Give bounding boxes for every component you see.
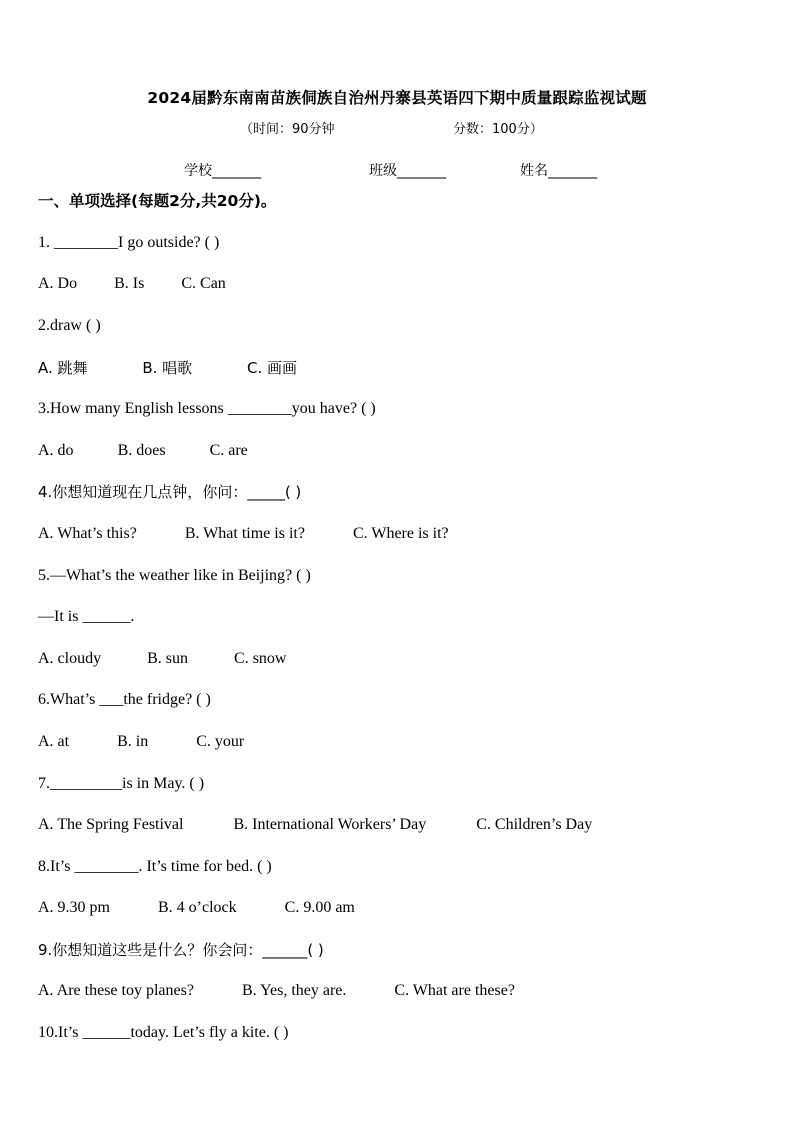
page-title: 2024届黔东南南苗族侗族自治州丹寨县英语四下期中质量跟踪监视试题 (147, 89, 647, 107)
question-2-stem: 2.draw ( ) (38, 317, 101, 334)
option-a: A. Do (38, 275, 78, 292)
question-6-stem: 6.What’s ___the fridge? ( ) (38, 691, 211, 708)
option-b: B. What time is it? (184, 525, 305, 542)
option-c: C. Where is it? (352, 525, 449, 542)
option-b: B. 4 o’clock (158, 899, 237, 916)
option-c: C. Can (181, 275, 226, 292)
option-a: A. do (38, 442, 74, 459)
question-9-options (38, 981, 515, 1001)
question-10-stem: 10.It’s ______today. Let’s fly a kite. ( ) (38, 1024, 289, 1041)
question-4-options (38, 524, 449, 544)
option-a: A. 9.30 pm (38, 899, 110, 916)
option-a: A. at (38, 733, 70, 750)
exam-score: 分数：100分） (453, 122, 543, 137)
question-6-options (38, 732, 244, 752)
question-2-options (38, 358, 297, 378)
option-c: C. 9.00 am (284, 899, 355, 916)
question-5-options (38, 649, 286, 669)
question-4-stem (38, 482, 301, 503)
option-a: A. What’s this? (38, 525, 137, 542)
option-c: C. 画画 (246, 359, 297, 377)
question-5-line2: —It is ______. (38, 608, 135, 625)
question-8-stem: 8.It’s ________. It’s time for bed. ( ) (38, 858, 272, 875)
option-b: B. in (117, 733, 149, 750)
option-b: B. Is (114, 275, 145, 292)
question-9-stem (38, 940, 324, 961)
question-8-options (38, 898, 355, 918)
option-a: A. Are these toy planes? (38, 982, 194, 999)
option-a: A. 跳舞 (38, 359, 88, 377)
option-b: B. 唱歌 (142, 359, 193, 377)
option-c: C. Children’s Day (476, 816, 593, 833)
option-b: B. International Workers’ Day (233, 816, 427, 833)
question-7-stem: 7._________is in May. ( ) (38, 775, 205, 792)
option-b: B. does (117, 442, 166, 459)
option-c: C. snow (234, 650, 287, 667)
option-c: C. What are these? (394, 982, 515, 999)
option-c: C. are (209, 442, 248, 459)
option-b: B. Yes, they are. (241, 982, 347, 999)
option-b: B. sun (147, 650, 189, 667)
section-heading: 一、单项选择(每题2分,共20分)。 (38, 192, 277, 210)
question-1-options (38, 274, 226, 294)
class-field: 班级_______ (369, 163, 446, 179)
name-field: 姓名_______ (520, 163, 597, 179)
question-3-options (38, 441, 248, 461)
question-4-text: 4.你想知道现在几点钟，你问：_____( ) (38, 483, 302, 501)
option-c: C. your (196, 733, 245, 750)
question-7-options (38, 815, 592, 835)
question-5-stem: 5.—What’s the weather like in Beijing? ( ) (38, 567, 311, 584)
question-3-stem: 3.How many English lessons ________you have? ( ) (38, 400, 376, 417)
question-1-stem: 1. ________I go outside? ( ) (38, 234, 220, 251)
option-a: A. The Spring Festival (38, 816, 184, 833)
exam-time: （时间：90分钟 (240, 122, 335, 137)
question-9-text: 9.你想知道这些是什么？你会问：______( ) (38, 941, 324, 959)
option-a: A. cloudy (38, 650, 102, 667)
school-field: 学校_______ (184, 163, 261, 179)
